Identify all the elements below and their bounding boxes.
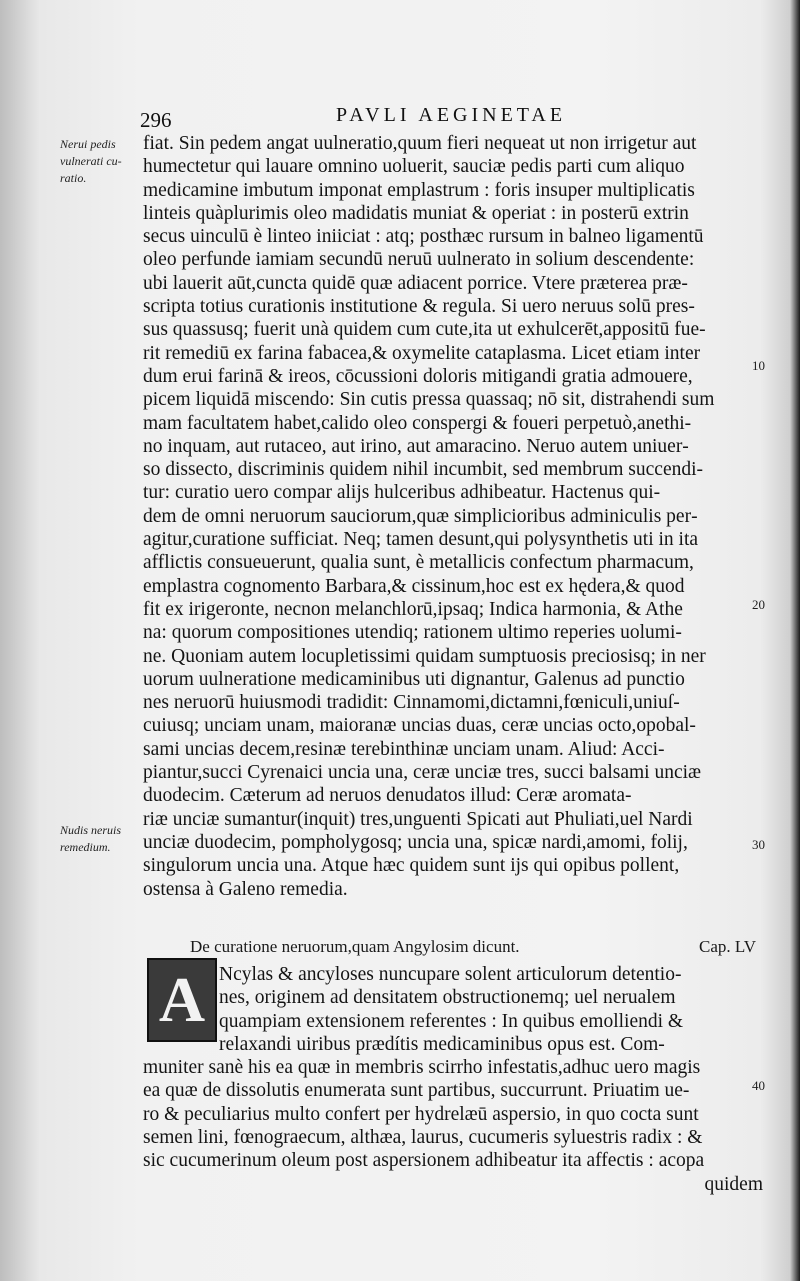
chapter-text-line: nes, originem ad densitatem obstructionemq; uel nerualem	[219, 987, 676, 1009]
text-line: tur: curatio uero compar alijs hulceribus adhibeatur. Hactenus qui‑	[143, 482, 661, 504]
chapter-text-block	[143, 963, 763, 1196]
text-line: riæ unciæ sumantur(inquit) tres,unguenti Spicati aut Phuliati,uel Nardi	[143, 808, 693, 830]
chapter-text-line: semen lini, fœnograecum, althæa, laurus, cucumeris syluestris radix : &	[143, 1127, 703, 1149]
text-line: dum erui farinā & ireos, cōcussioni doloris mitigandi gratia admouere,	[143, 365, 693, 387]
text-line: fiat. Sin pedem angat uulneratio,quum fieri nequeat ut non irrigetur aut	[143, 133, 697, 154]
text-line: uorum uulneratione medicaminibus uti dignantur, Galenus ad punctio	[143, 668, 685, 690]
line-number-10: 10	[752, 358, 765, 373]
page-number: 296	[140, 108, 172, 132]
text-line: unciæ duodecim, pompholygosq; uncia una, spicæ nardi,amomi, folij,	[143, 831, 688, 853]
initial-letter: A	[158, 964, 206, 1035]
main-text-block	[143, 132, 763, 901]
text-line: nes neruorū huiusmodi tradidit: Cinnamomi,dictamni,fœniculi,uniuſ‑	[143, 692, 680, 714]
text-line: fit ex irigeronte, necnon melanchlorū,ipsaq; Indica harmonia, & Athe	[143, 598, 683, 620]
page-header	[140, 104, 760, 132]
text-line: ne. Quoniam autem locupletissimi quidam sumptuosis preciosisq; in ner	[143, 645, 706, 667]
margin-note-bare-nerves: Nudis neruis remedium.	[60, 823, 122, 854]
text-line: humectetur qui lauare omnino uoluerit, sauciæ pedis parti cum aliquo	[143, 156, 685, 178]
text-line: na: quorum compositiones utendiq; rationem ultimo reperies uolumi‑	[143, 622, 682, 644]
text-line: cuiusq; unciam unam, maioranæ uncias duas, ceræ uncias octo,opobal‑	[143, 715, 696, 737]
chapter-text-line: ea quæ de dissolutis enumerata sunt partibus, succurrunt. Priuatim ue‑	[143, 1080, 690, 1102]
text-line: linteis quàplurimis oleo madidatis muniat & operiat : in posterū extrin	[143, 202, 689, 224]
text-line: rit remediū ex farina fabacea,& oxymelite cataplasma. Licet etiam inter	[143, 342, 701, 364]
margin-note-nerve-foot: Nerui pedis vulnerati cu‑ ratio.	[60, 137, 122, 185]
chapter-title: De curatione neruorum,quam Angylosim dicunt.	[190, 937, 520, 956]
text-line: emplastra cognomento Barbara,& cissinum,hoc est ex hędera,& quod	[143, 575, 685, 597]
text-line: sami uncias decem,resinæ terebinthinæ unciam unam. Aliud: Acci‑	[143, 738, 665, 760]
chapter-text-line: ro & peculiarius multo confert per hydrelæū aspersio, in quo cocta sunt	[143, 1103, 699, 1125]
text-line: picem liquidā miscendo: Sin cutis pressa quassaq; nō sit, distrahendi sum	[143, 389, 715, 411]
running-title: PAVLI AEGINETAE	[336, 104, 567, 126]
text-line: ostensa à Galeno remedia.	[143, 878, 348, 900]
chapter-text-line: muniter sanè his ea quæ in membris scirrho infestatis,adhuc uero magis	[143, 1057, 701, 1079]
text-line: singulorum uncia una. Atque hæc quidem sunt ijs qui opibus pollent,	[143, 855, 680, 877]
text-line: scripta totius curationis institutione & regula. Si uero neruus solū pres‑	[143, 296, 695, 318]
text-line: dem de omni neruorum sauciorum,quæ simplicioribus adminiculis per‑	[143, 505, 698, 527]
text-line: agitur,curatione sufficiat. Neq; tamen desunt,qui polysynthetis uti in ita	[143, 529, 699, 551]
text-line: ubi lauerit aūt,cuncta quidē quæ adiacent porrice. Vtere præterea præ‑	[143, 272, 688, 294]
text-line: mam facultatem habet,calido oleo conspergi & foueri perpetuò,anethi‑	[143, 412, 692, 434]
chapter-text-line: Ncylas & ancyloses nuncupare solent articulorum detentio‑	[219, 964, 682, 985]
text-line: afflictis consueuerunt, qualia sunt, è metallicis confectum pharmacum,	[143, 552, 694, 574]
text-line: oleo perfunde iamiam secundū neruū uulnerato in solium descendente:	[143, 249, 695, 271]
text-line: piantur,succi Cyrenaici uncia una, ceræ unciæ tres, succi balsami unciæ	[143, 762, 702, 784]
text-line: duodecim. Cæterum ad neruos denudatos illud: Ceræ aromata‑	[143, 785, 632, 807]
chapter-text-line: quampiam extensionem referentes : In quibus emolliendi &	[219, 1010, 684, 1032]
text-line: no inquam, aut rutaceo, aut irino, aut amaracino. Neruo autem uniuer‑	[143, 435, 689, 457]
line-number-20: 20	[752, 597, 765, 612]
chapter-text-line: sic cucumerinum oleum post aspersionem adhibeatur ita affectis : acopa	[143, 1150, 705, 1172]
text-line: so dissecto, discriminis quidem nihil incumbit, sed membrum succendi‑	[143, 459, 704, 481]
line-number-40: 40	[752, 1078, 765, 1093]
text-line: medicamine imbutum imponat emplastrum : foris insuper multiplicatis	[143, 179, 695, 201]
text-line: sus quassusq; fuerit unà quidem cum cute,ita ut exhulcerēt,appositū fue‑	[143, 319, 706, 341]
text-line: secus uinculū è linteo iniiciat : atq; posthæc rursum in balneo ligamentū	[143, 226, 704, 248]
chapter-number: Cap. LV	[699, 937, 756, 956]
chapter-heading	[190, 937, 760, 961]
chapter-text-line: relaxandi uiribus prædítis medicaminibus opus est. Com‑	[219, 1033, 665, 1055]
line-number-30: 30	[752, 837, 765, 852]
catchword: quidem	[704, 1173, 763, 1195]
